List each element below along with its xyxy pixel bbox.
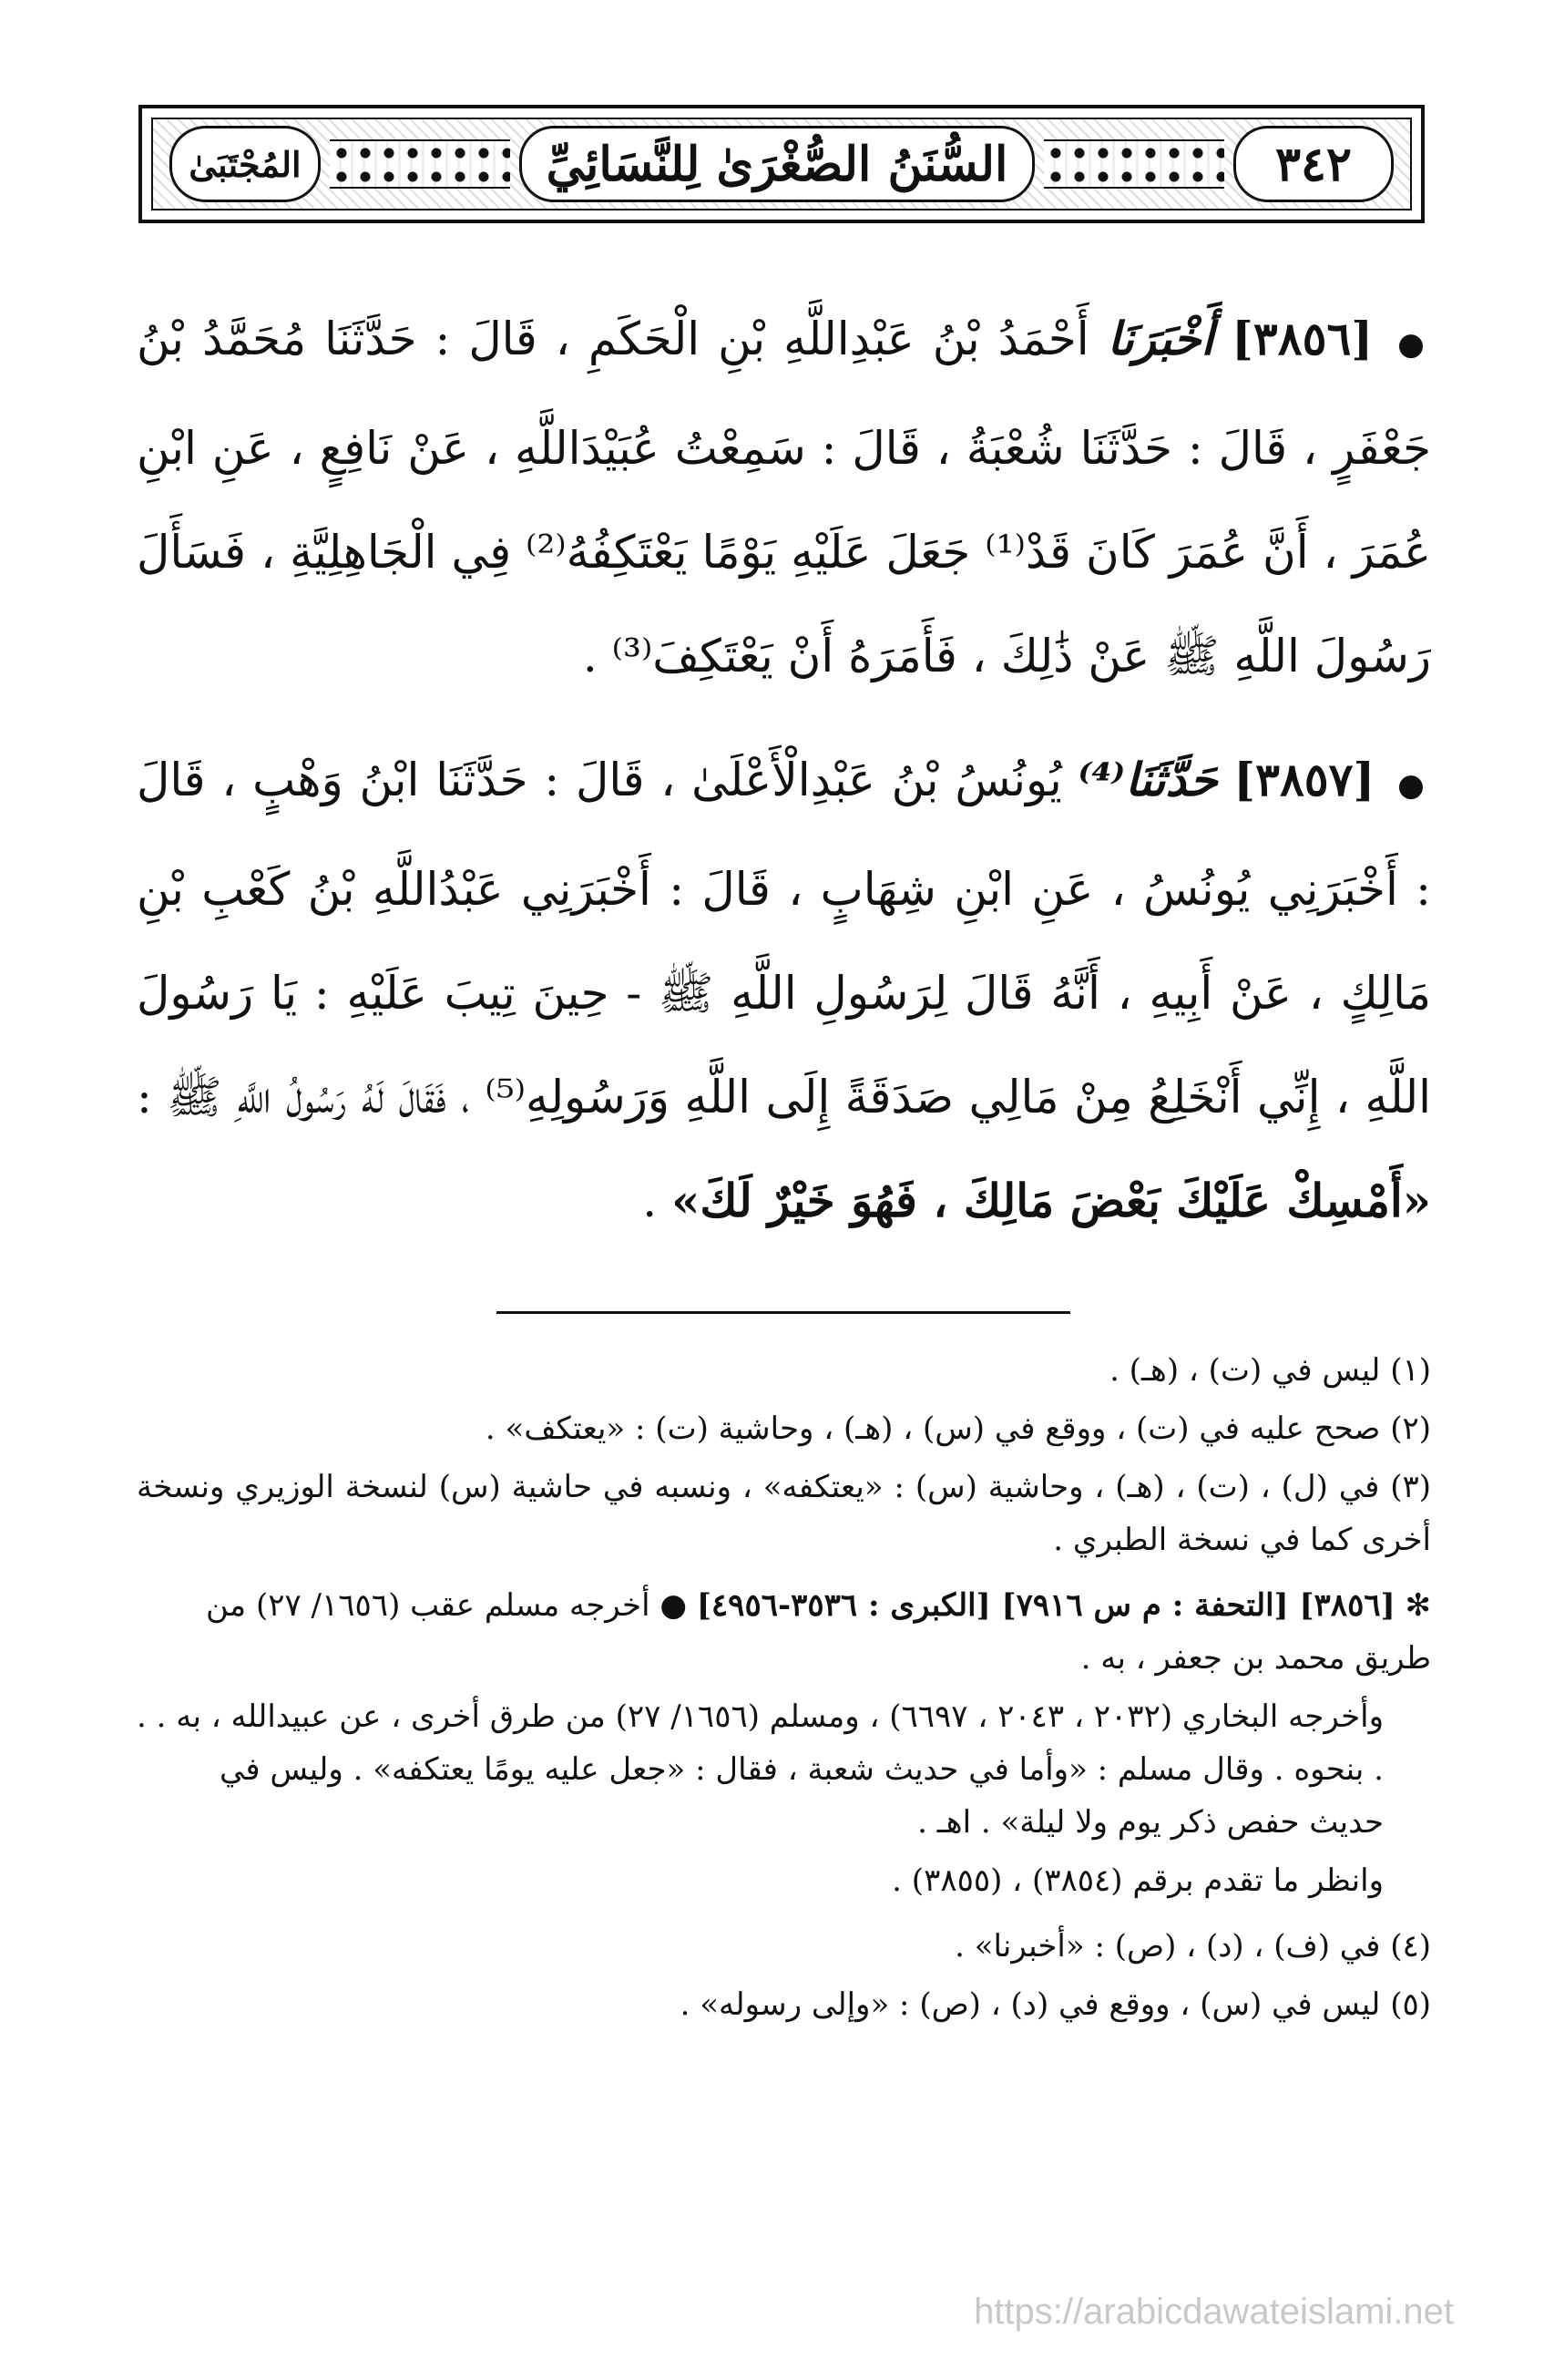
header-frame — [151, 118, 1412, 210]
watermark-url: https://arabicdawateislami.net — [974, 2292, 1454, 2332]
footnote-divider — [496, 1311, 1070, 1314]
hadith-number: [٣٨٥٧] — [1233, 753, 1375, 806]
page-number: ٣٤٢ — [1233, 126, 1394, 202]
hadith-text: أَحْمَدُ بْنُ عَبْدِاللَّهِ بْنِ الْحَكَمِ ، قَالَ : حَدَّثَنَا مُحَمَّدُ بْنُ جَعْفَرٍ ، قَالَ : حَدَّثَنَا شُعْبَةُ ، قَالَ : سَمِعْتُ عُبَيْدَاللَّهِ ، عَنْ نَافِعٍ ، عَنِ ابْنِ عُمَرَ ، أَنَّ عُمَرَ كَانَ قَدْ⁽¹⁾ جَعَلَ عَلَيْهِ يَوْمًا يَعْتَكِفُهُ⁽²⁾ فِي الْجَاهِلِيَّةِ ، فَسَأَلَ رَسُولَ اللَّهِ ﷺ عَنْ ذَٰلِكَ ، فَأَمَرَهُ أَنْ يَعْتَكِفَ⁽³⁾ . — [137, 313, 1431, 682]
chain-word: حَدَّثَنَا⁽⁴⁾ — [1078, 753, 1218, 806]
footnote-3: (٣) في (ل) ، (ت) ، (هـ) ، وحاشية (س) : «يعتكفه» ، ونسبه في حاشية (س) لنسخة الوزيري ونسخة أخرى كما في نسخة الطبري . — [137, 1469, 1431, 1558]
takhrij-head: [٣٨٥٦] [التحفة : م س ٧٩١٦] [الكبرى : ٣٥٣٦-٤٩٥٦] — [696, 1587, 1396, 1624]
hadith-3856 — [137, 287, 1431, 708]
prophetic-quote: «أَمْسِكْ عَلَيْكَ بَعْضَ مَالِكَ ، فَهُوَ خَيْرٌ لَكَ» — [671, 1174, 1431, 1227]
bullet-icon: ● — [1397, 326, 1425, 363]
main-text — [137, 287, 1431, 1253]
hadith-end: . — [642, 1175, 672, 1227]
takhrij-block — [137, 1579, 1431, 1907]
footnote-2: (٢) صحح عليه في (ت) ، ووقع في (س) ، (هـ) ، وحاشية (ت) : «يعتكف» . — [485, 1411, 1431, 1447]
hadith-text: يُونُسُ بْنُ عَبْدِالْأَعْلَىٰ ، قَالَ : حَدَّثَنَا ابْنُ وَهْبٍ ، قَالَ : أَخْبَرَنِي يُونُسُ ، عَنِ ابْنِ شِهَابٍ ، قَالَ : أَخْبَرَنِي عَبْدُاللَّهِ بْنُ كَعْبِ بْنِ مَالِكٍ ، عَنْ أَبِيهِ ، أَنَّهُ قَالَ لِرَسُولِ اللَّهِ ﷺ - حِينَ تِيبَ عَلَيْهِ : يَا رَسُولَ اللَّهِ ، إِنِّي أَنْخَلِعُ مِنْ مَالِي صَدَقَةً إِلَى اللَّهِ وَرَسُولِهِ⁽⁵⁾ ، فَقَالَ لَهُ رَسُولُ اللَّهِ ﷺ : — [137, 754, 1431, 1123]
book-subtitle-seal: المُجْتَبَىٰ — [169, 126, 321, 202]
hadith-3857 — [137, 728, 1431, 1253]
ornament-left — [1044, 139, 1224, 189]
footnote-5: (٥) ليس في (س) ، ووقع في (د) ، (ص) : «وإلى رسوله» . — [680, 1986, 1431, 2023]
footnotes — [137, 1344, 1431, 2036]
bullet-icon: ● — [659, 1587, 688, 1624]
hadith-number: [٣٨٥٦] — [1232, 312, 1374, 365]
bullet-icon: ● — [1397, 767, 1425, 804]
page-header — [138, 105, 1425, 223]
takhrij-line-2: وأخرجه البخاري (٢٠٣٢ ، ٢٠٤٣ ، ٦٦٩٧) ، ومسلم (١٦٥٦/ ٢٧) من طرق أخرى ، عن عبيدالله ، به . . . بنحوه . وقال مسلم : «وأما في حديث شعبة ، فقال : «جعل عليه يومًا يعتكفه» . وليس في حديث حفص ذكر يوم ولا ليلة» . اهـ . — [137, 1698, 1384, 1841]
takhrij-line-3: وانظر ما تقدم برقم (٣٨٥٤) ، (٣٨٥٥) . — [892, 1862, 1384, 1899]
ornament-right — [330, 139, 510, 189]
takhrij-text-1: أخرجه مسلم عقب (١٦٥٦/ ٢٧) من طريق محمد بن جعفر ، به . — [206, 1587, 1431, 1677]
footnote-4: (٤) في (ف) ، (د) ، (ص) : «أخبرنا» . — [955, 1928, 1431, 1965]
book-title: السُّنَنُ الصُّغْرَىٰ لِلنَّسَائِيِّ — [519, 126, 1035, 202]
footnote-1: (١) ليس في (ت) ، (هـ) . — [1109, 1352, 1431, 1389]
asterisk-icon: ✻ — [1405, 1587, 1431, 1624]
takhrij-line-1 — [137, 1579, 1431, 1685]
chain-word: أَخْبَرَنَا — [1107, 312, 1214, 365]
